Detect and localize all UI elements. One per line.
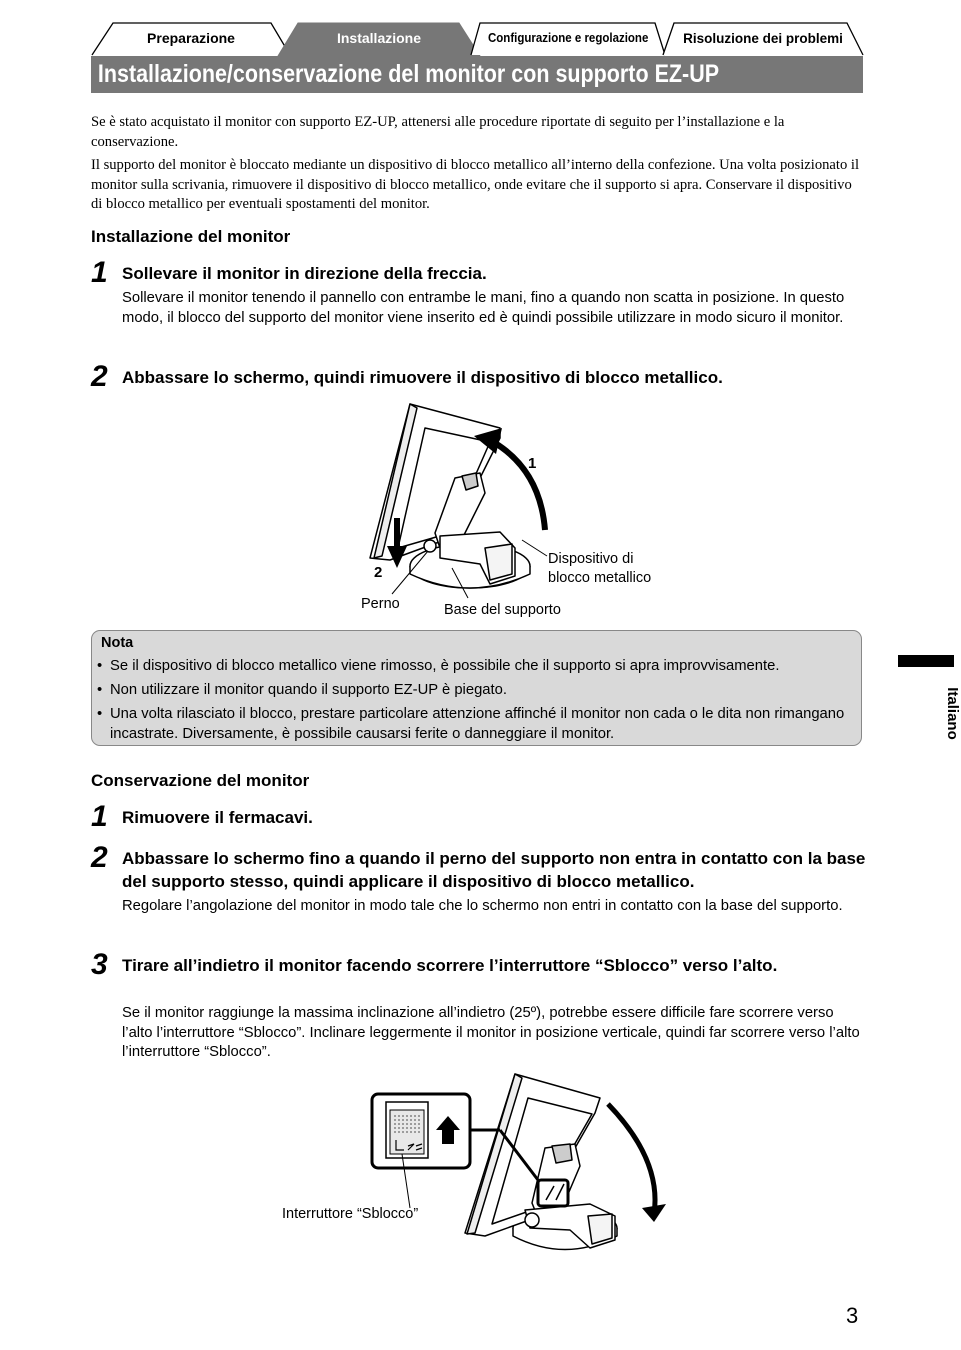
step-number: 1	[91, 256, 108, 289]
note-title: Nota	[101, 635, 134, 651]
section-tabs	[91, 22, 864, 56]
step-body: Regolare l’angolazione del monitor in modo tale che lo schermo non entri in contatto con la base del supporto.	[122, 898, 843, 914]
figure-remove-lock	[340, 398, 680, 628]
intro-paragraph-2: Il supporto del monitor è bloccato mediante un dispositivo di blocco metallico all’interno della confezione. Una volta posizionato il monitor sulla scrivania, rimuovere il dispositivo di blocco metallico, onde evitare che il supporto si apra. Conservare il dispositivo di blocco metallico per eventuali spostamenti del monitor.	[91, 157, 859, 212]
base-label: Base del supporto	[444, 602, 561, 618]
unlock-illustration	[270, 1068, 670, 1263]
language-label: Italiano	[943, 687, 961, 740]
step-number: 1	[91, 800, 108, 833]
step-title: Rimuovere il fermacavi.	[122, 808, 313, 827]
title-bar	[91, 56, 863, 93]
tab-risoluzione[interactable]	[662, 22, 864, 54]
step-body: Se il monitor raggiunge la massima inclinazione all’indietro (25º), potrebbe essere difficile fare scorrere verso l’alto l’interruttore “Sblocco”. Inclinare leggermente il monitor in posizione verticale, quindi far scorrere verso l’alto l’interruttore “Sblocco”.	[122, 1005, 860, 1060]
step-body: Sollevare il monitor tenendo il pannello con entrambe le mani, fino a quando non scatta in posizione. In questo modo, il blocco del supporto del monitor viene inserito ed è quindi possibile utilizzare in modo sicuro il monitor.	[122, 290, 845, 326]
pivot-label: Perno	[361, 596, 400, 612]
tab-label: Installazione	[336, 30, 422, 46]
switch-label: Interruttore “Sblocco”	[282, 1206, 419, 1222]
arrow-label-1: 1	[528, 455, 537, 472]
note-item: • Se il dispositivo di blocco metallico viene rimosso, è possibile che il supporto si apra improvvisamente.	[97, 657, 852, 677]
page-title: Installazione/conservazione del monitor con supporto EZ-UP	[97, 60, 720, 88]
note-list	[97, 657, 852, 749]
step-title: Sollevare il monitor in direzione della freccia.	[122, 264, 487, 283]
arrow-label-2: 2	[374, 564, 383, 581]
tab-label: Preparazione	[147, 30, 235, 46]
step-title: Tirare all’indietro il monitor facendo scorrere l’interruttore “Sblocco” verso l’alto.	[122, 956, 778, 975]
lock-label-line-1: Dispositivo di	[548, 551, 634, 567]
tab-label: Configurazione e regolazione	[487, 31, 649, 45]
lock-label-line-2: blocco metallico	[548, 570, 652, 586]
step-number: 2	[91, 841, 108, 874]
language-side-tab	[898, 655, 954, 667]
step-title: Abbassare lo schermo, quindi rimuovere il dispositivo di blocco metallico.	[122, 368, 723, 387]
step-title: Abbassare lo schermo fino a quando il perno del supporto non entra in contatto con la base del supporto stesso, quindi applicare il dispositivo di blocco metallico.	[122, 849, 866, 891]
monitor-illustration	[340, 398, 680, 628]
tab-label: Risoluzione dei problemi	[683, 30, 843, 46]
tab-preparazione[interactable]	[91, 22, 291, 54]
page-number: 3	[846, 1303, 859, 1328]
note-box	[91, 630, 862, 746]
figure-unlock-switch	[270, 1068, 670, 1263]
note-item: • Una volta rilasciato il blocco, prestare particolare attenzione affinché il monitor non cada o le dita non rimangano incastrate. Diversamente, è possibile causarsi ferite o danneggiare il monitor.	[97, 705, 852, 744]
tab-installazione[interactable]	[278, 22, 480, 54]
note-item: • Non utilizzare il monitor quando il supporto EZ-UP è piegato.	[97, 681, 852, 701]
installation-heading: Installazione del monitor	[91, 227, 291, 246]
intro-paragraph-1: Se è stato acquistato il monitor con supporto EZ-UP, attenersi alle procedure riportate di seguito per l’installazione e la conservazione.	[91, 114, 785, 150]
storage-heading: Conservazione del monitor	[91, 771, 310, 790]
step-number: 3	[91, 948, 108, 981]
step-number: 2	[91, 360, 108, 393]
tab-configurazione[interactable]	[470, 22, 666, 54]
